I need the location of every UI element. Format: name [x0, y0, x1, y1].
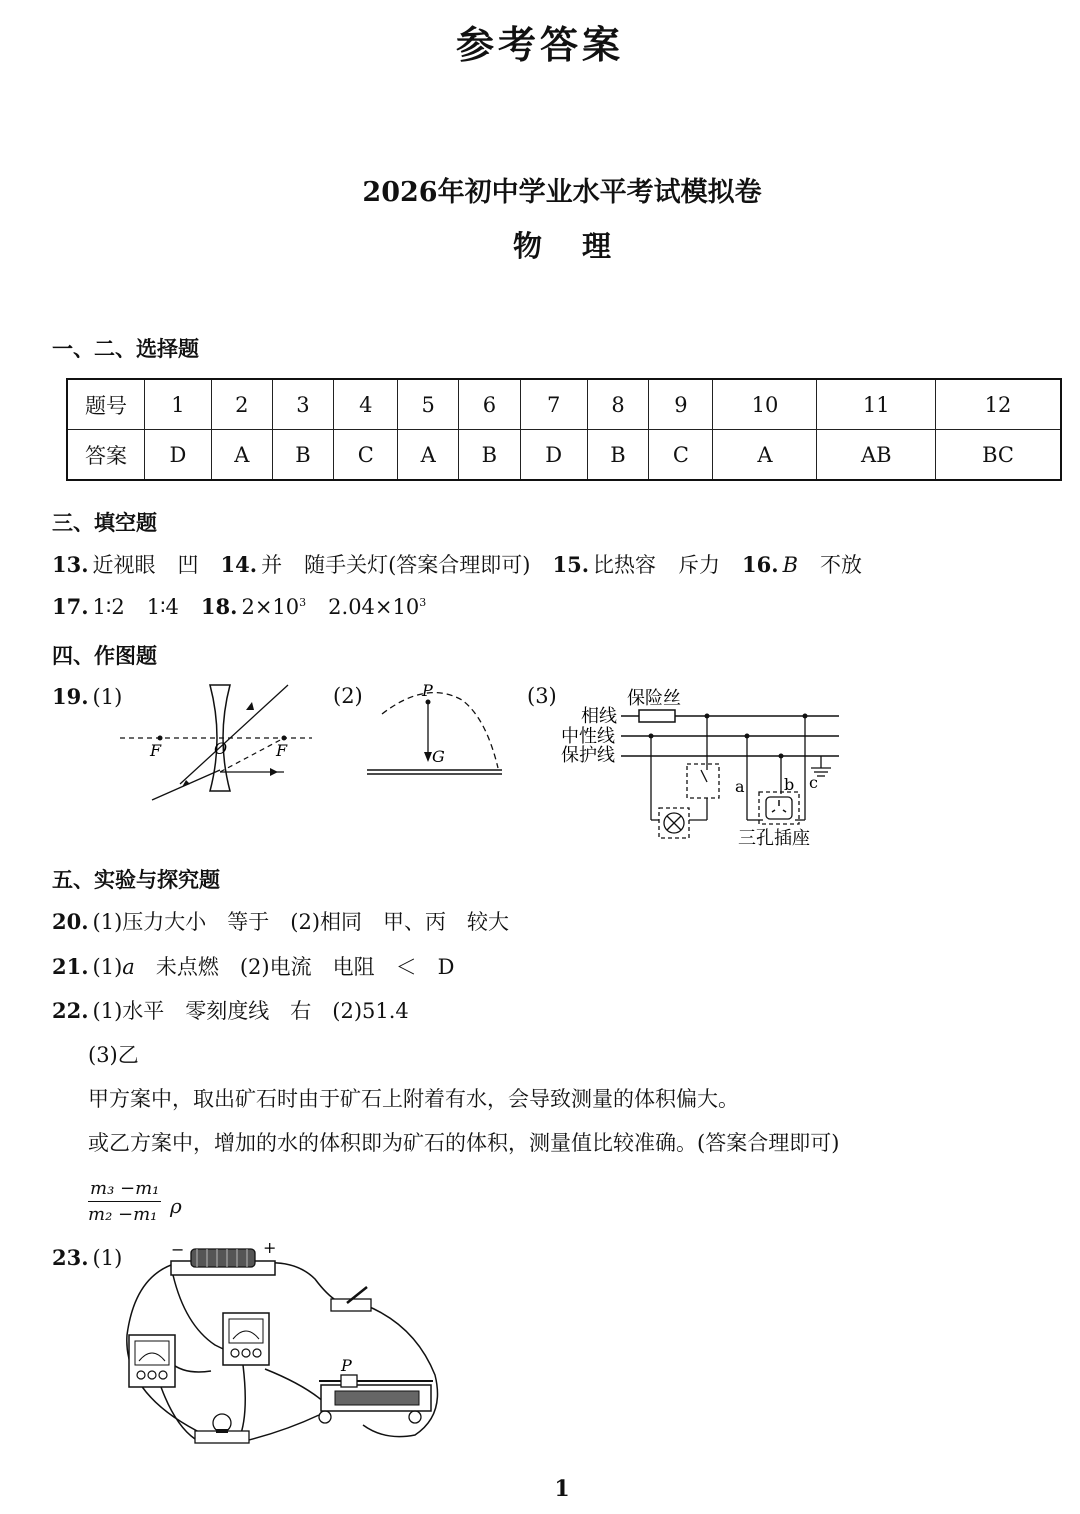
table-cell: AB — [817, 430, 936, 481]
part-label-2: (2) — [333, 684, 363, 708]
table-cell: D — [145, 430, 212, 481]
question-number: 22. — [52, 998, 89, 1023]
table-cell: A — [398, 430, 459, 481]
question-number: 20. — [52, 909, 89, 934]
question-number: 23. — [52, 1245, 89, 1270]
label-c: c — [809, 773, 818, 792]
table-cell: C — [649, 430, 713, 481]
section-fill: 三、填空题 — [52, 510, 157, 535]
question-number: 21. — [52, 954, 89, 979]
part-label-3: (3) — [527, 684, 557, 708]
question-number: 19. — [52, 684, 89, 709]
answer-text: (1)压力大小 等于 (2)相同 甲、丙 较大 — [92, 910, 510, 934]
answer-line-20 — [52, 906, 509, 936]
answer-text: 凹 — [177, 553, 199, 577]
exam-title: 2026年初中学业水平考试模拟卷 — [362, 177, 762, 208]
part-label: (1) — [92, 1246, 123, 1270]
label-o: O — [214, 739, 228, 758]
row-label-answer: 答案 — [67, 430, 145, 481]
answer-text: 近视眼 — [92, 553, 156, 577]
answer-text: (1) — [92, 955, 123, 979]
exponent: 3 — [419, 596, 427, 609]
projectile-force-diagram — [362, 680, 512, 776]
density-formula — [88, 1178, 161, 1225]
question-number: 16. — [742, 552, 779, 577]
row-label-number: 题号 — [67, 379, 145, 430]
answer-text: 斥力 — [678, 553, 721, 577]
table-cell: A — [211, 430, 272, 481]
table-cell: 11 — [817, 379, 936, 430]
answer-text: 2×10 — [241, 595, 300, 619]
question-number: 13. — [52, 552, 89, 577]
fuse-label: 保险丝 — [627, 688, 681, 709]
table-cell: 3 — [272, 379, 334, 430]
answer-text: 1∶4 — [146, 595, 179, 619]
question-number: 18. — [200, 594, 238, 619]
label-g: G — [432, 747, 445, 766]
live-wire-label: 相线 — [581, 706, 617, 727]
page-number: 1 — [554, 1476, 570, 1502]
table-cell: 12 — [936, 379, 1061, 430]
answer-table — [66, 378, 1062, 481]
ground-wire-label: 保护线 — [561, 745, 615, 766]
label-b: b — [784, 775, 795, 794]
table-cell: C — [334, 430, 398, 481]
exponent: 3 — [299, 596, 307, 609]
label-a: a — [735, 777, 745, 796]
table-cell: 1 — [145, 379, 212, 430]
household-circuit-diagram — [555, 680, 855, 852]
formula-numerator: m₃ −m₁ — [88, 1178, 161, 1202]
table-row-numbers — [67, 379, 1061, 430]
table-cell: D — [520, 430, 587, 481]
table-cell: 8 — [587, 379, 649, 430]
answer-text: 随手关灯(答案合理即可) — [304, 553, 531, 577]
formula-denominator: m₂ −m₁ — [88, 1204, 158, 1225]
question-23-label — [52, 1245, 122, 1270]
answer-text: (1)水平 零刻度线 右 (2)51.4 — [92, 999, 409, 1023]
answer-reason-1: 甲方案中，取出矿石时由于矿石上附着有水，会导致测量的体积偏大。 — [88, 1087, 739, 1111]
circuit-illustration — [115, 1235, 455, 1455]
question-number: 17. — [52, 594, 89, 619]
answer-text: 1∶2 — [92, 595, 125, 619]
table-cell: B — [459, 430, 521, 481]
socket-label: 三孔插座 — [738, 828, 810, 849]
page-title: 参考答案 — [455, 22, 624, 67]
answer-reason-2: 或乙方案中，增加的水的体积即为矿石的体积，测量值比较准确。(答案合理即可) — [88, 1131, 840, 1155]
table-cell: 2 — [211, 379, 272, 430]
answer-text: 比热容 — [593, 553, 657, 577]
answer-line-17-18 — [52, 594, 426, 619]
subject-title: 物 理 — [512, 229, 612, 263]
table-cell: A — [713, 430, 817, 481]
answer-line-22-3: (3)乙 — [88, 1043, 139, 1067]
question-number: 14. — [220, 552, 258, 577]
part-label: (1) — [92, 685, 123, 709]
label-f-right: F — [276, 741, 288, 760]
answer-text: B — [782, 553, 799, 577]
table-row-answers — [67, 430, 1061, 481]
table-cell: 5 — [398, 379, 459, 430]
answer-text: 不放 — [820, 553, 863, 577]
answer-line-13-16 — [52, 549, 862, 579]
concave-lens-diagram — [112, 680, 322, 805]
terminal-plus: + — [263, 1238, 277, 1257]
formula-rho: ρ — [170, 1194, 182, 1218]
slider-label-p: P — [341, 1356, 352, 1375]
answer-text: 并 — [261, 553, 283, 577]
terminal-minus: − — [171, 1240, 185, 1259]
neutral-wire-label: 中性线 — [561, 726, 615, 747]
table-cell: B — [587, 430, 649, 481]
section-experiment: 五、实验与探究题 — [52, 867, 220, 892]
table-cell: 9 — [649, 379, 713, 430]
section-drawing: 四、作图题 — [52, 643, 157, 668]
table-cell: 10 — [713, 379, 817, 430]
table-cell: B — [272, 430, 334, 481]
label-p: P — [422, 681, 433, 700]
table-cell: 6 — [459, 379, 521, 430]
table-cell: 7 — [520, 379, 587, 430]
table-cell: BC — [936, 430, 1061, 481]
question-number: 15. — [552, 552, 590, 577]
section-choice: 一、二、选择题 — [52, 336, 199, 361]
answer-text: 2.04×10 — [328, 595, 420, 619]
answer-text: 未点燃 (2)电流 电阻 ＜ D — [134, 955, 455, 979]
answer-line-22 — [52, 995, 409, 1025]
answer-text: a — [122, 955, 135, 979]
answer-line-21 — [52, 951, 454, 981]
label-f-left: F — [150, 741, 162, 760]
table-cell: 4 — [334, 379, 398, 430]
